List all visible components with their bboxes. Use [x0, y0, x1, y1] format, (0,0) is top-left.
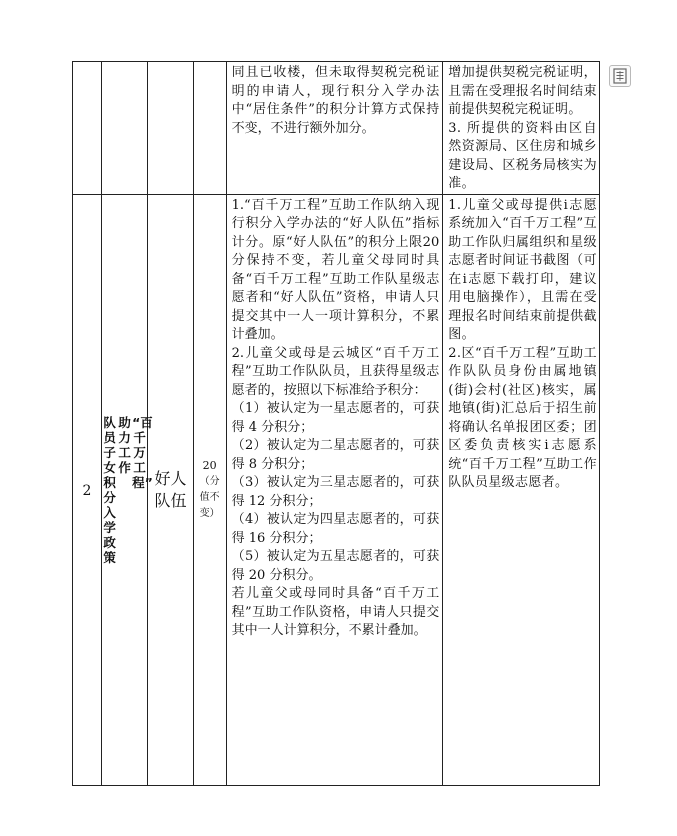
policy-title — [102, 414, 153, 565]
index-cell — [73, 62, 102, 195]
materials-text: 2.区“百千万工程”互助工作队队员身份由属地镇(街)会村(社区)核实，属地镇(街)汇总后于招生前将确认名单报团区委；团区委负责核实i志愿系统“百千万工程”互助工作队队员星级志愿者。 — [448, 345, 597, 490]
policy-title-column: “百千万工程” — [132, 414, 153, 490]
requirement-text: 1.“百千万工程”互助工作队纳入现行积分入学办法的“好人队伍”指标计分。原“好人队伍”的积分上限20分保持不变，若儿童父母同时具备“百千万工程”互助工作队星级志愿者和“好人队伍”资格，申请人只提交其中一人一项计算积分，不累计叠加。 — [231, 197, 440, 342]
row-index: 2 — [82, 483, 92, 499]
score-cell — [193, 62, 226, 195]
materials-text: 3. 所提供的资料由区自然资源局、区住房和城乡建设局、区税务局核实为准。 — [448, 120, 597, 191]
requirement-text: 2.儿童父或母是云城区“百千万工程”互助工作队队员，且获得星级志愿者的，按照以下标准给予积分： — [231, 345, 440, 398]
materials-text: 1.儿童父或母提供i志愿系统加入“百千万工程”互助工作队归属组织和星级志愿者时间证书截图（可在i志愿下载打印，建议用电脑操作），且需在受理报名时间结束前提供截图。 — [448, 197, 597, 342]
requirement-text: （2）被认定为二星志愿者的，可获得 8 分积分； — [231, 438, 440, 472]
materials-text: 增加提供契税完税证明，且需在受理报名时间结束前提供契税完税证明。 — [448, 65, 597, 117]
category-cell — [148, 194, 193, 785]
requirement-text: （5）被认定为五星志愿者的，可获得 20 分积分。 — [231, 549, 440, 583]
category-cell — [148, 62, 193, 195]
materials-cell — [443, 62, 600, 195]
policy-title-column: 队员子女积分入学政策 — [103, 414, 116, 565]
policy-title-cell — [101, 62, 147, 195]
category-label: 好人 队伍 — [154, 468, 187, 510]
requirement-text: 若儿童父或母同时具备“百千万工程”互助工作队资格，申请人只提交其中一人计算积分，不累计叠加。 — [231, 586, 440, 638]
score-cell — [193, 194, 226, 785]
table-row — [73, 194, 600, 785]
requirement-text: （1）被认定为一星志愿者的，可获得 4 分积分； — [231, 401, 440, 435]
document-view-icon[interactable] — [609, 65, 631, 87]
score-value: 20 — [202, 459, 217, 472]
requirement-cell — [226, 62, 443, 195]
policy-title-cell — [101, 194, 153, 785]
materials-cell — [443, 194, 600, 785]
policy-title-column: 助力工作 — [118, 414, 131, 475]
score-note: （分 值不 变） — [199, 476, 220, 519]
table-row — [73, 62, 600, 195]
score-label — [194, 457, 226, 522]
requirement-text: （4）被认定为四星志愿者的，可获得 16 分积分； — [231, 512, 440, 546]
policy-table — [72, 61, 600, 786]
requirement-cell — [226, 194, 443, 785]
index-cell — [73, 194, 102, 785]
requirement-text: （3）被认定为三星志愿者的，可获得 12 分积分； — [231, 475, 440, 509]
requirement-text: 同且已收楼，但未取得契税完税证明的申请人，现行积分入学办法中“居住条件”的积分计算方式保持不变，不进行额外加分。 — [231, 65, 440, 136]
